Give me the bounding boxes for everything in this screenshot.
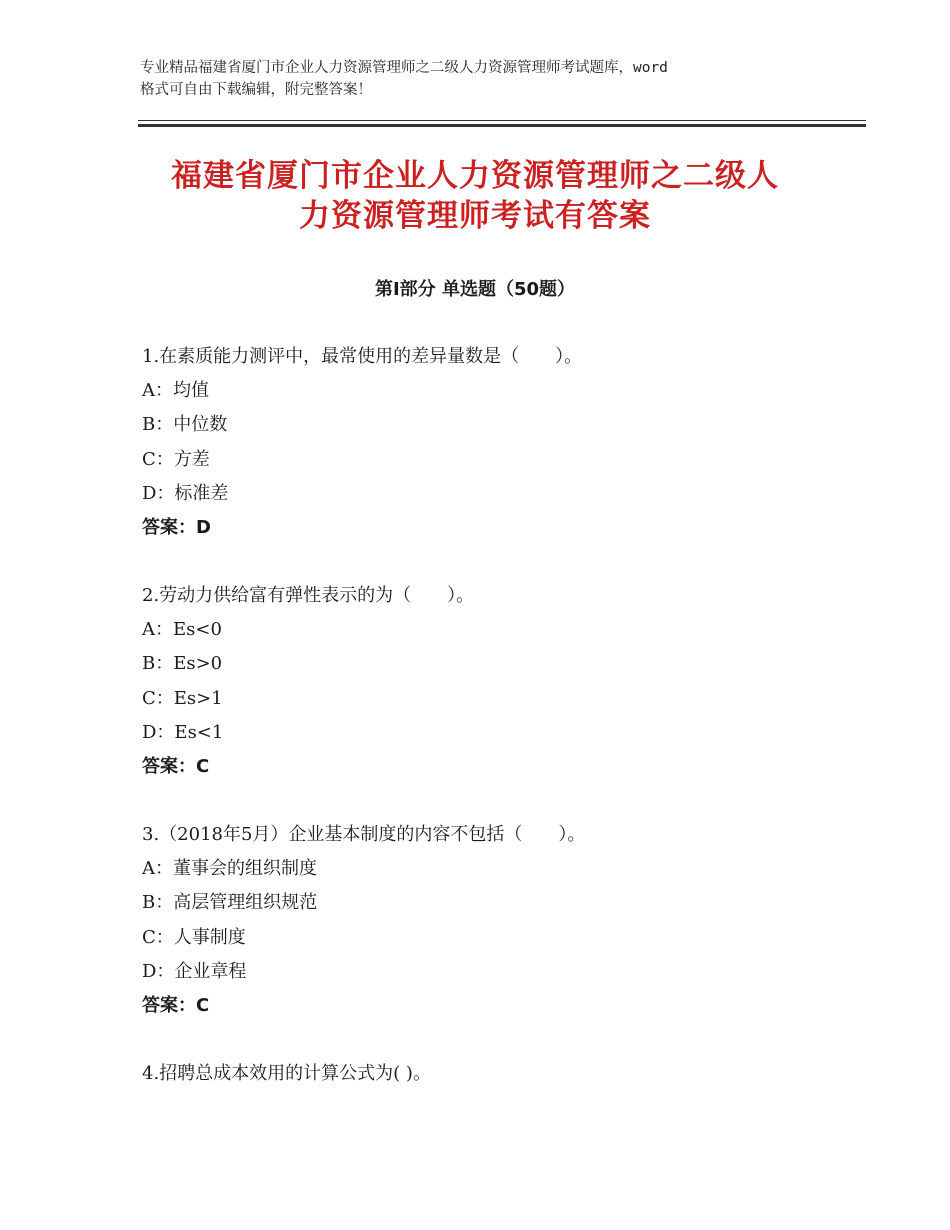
option-d: D：标准差	[142, 482, 229, 504]
question-stem: 1.在素质能力测评中，最常使用的差异量数是（ ）。	[142, 346, 583, 367]
question-stem: 2.劳动力供给富有弹性表示的为（ ）。	[142, 585, 475, 606]
option-c: C：方差	[142, 448, 210, 470]
option-a: A：董事会的组织制度	[142, 858, 317, 880]
question-stem: 4.招聘总成本效用的计算公式为( )。	[142, 1063, 431, 1084]
option-b: B：Es>0	[142, 653, 223, 675]
question-1	[142, 340, 842, 545]
answer-label: 答案：C	[142, 995, 210, 1017]
document-title	[120, 156, 830, 236]
header-note	[140, 57, 830, 101]
option-d: D：Es<1	[142, 721, 224, 743]
header-divider-thick	[138, 124, 866, 127]
document-title-line-2: 力资源管理师考试有答案	[299, 198, 651, 234]
question-3	[142, 818, 842, 1023]
question-stem: 3.（2018年5月）企业基本制度的内容不包括（ ）。	[142, 824, 586, 845]
header-divider-thin	[138, 120, 866, 121]
option-a: A：均值	[142, 380, 209, 402]
header-note-line-1: 专业精品福建省厦门市企业人力资源管理师之二级人力资源管理师考试题库，word	[140, 60, 668, 76]
document-title-line-1: 福建省厦门市企业人力资源管理师之二级人	[171, 158, 779, 194]
option-d: D：企业章程	[142, 960, 247, 982]
option-b: B：高层管理组织规范	[142, 892, 318, 914]
answer-label: 答案：D	[142, 517, 211, 539]
answer-label: 答案：C	[142, 756, 210, 778]
question-2	[142, 579, 842, 784]
section-heading: 第Ⅰ部分 单选题（50题）	[374, 279, 575, 300]
option-c: C：Es>1	[142, 687, 223, 709]
option-c: C：人事制度	[142, 926, 246, 948]
option-b: B：中位数	[142, 414, 228, 436]
option-a: A：Es<0	[142, 619, 222, 641]
question-4	[142, 1057, 842, 1091]
header-note-line-2: 格式可自由下载编辑，附完整答案！	[140, 82, 372, 98]
